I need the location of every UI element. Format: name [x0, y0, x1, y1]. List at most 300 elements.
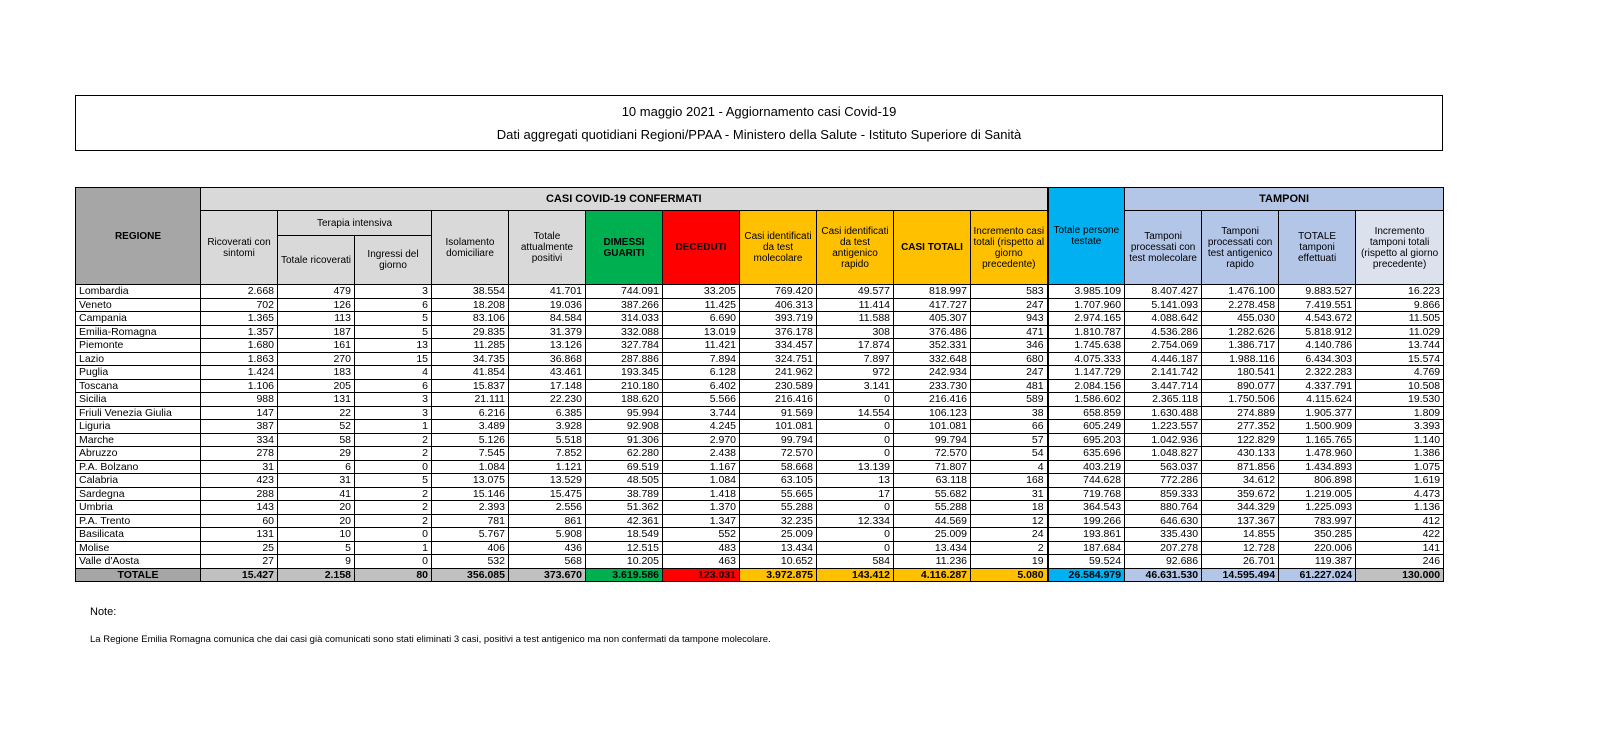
- table-row: [76, 339, 1444, 353]
- value-cell: 41.854: [432, 366, 509, 380]
- value-cell: 635.696: [1048, 447, 1125, 461]
- value-cell: 5.126: [432, 433, 509, 447]
- value-cell: 1.136: [1356, 501, 1444, 515]
- value-cell: 38.789: [586, 487, 663, 501]
- table-row: [76, 447, 1444, 461]
- value-cell: 818.997: [894, 285, 971, 299]
- value-cell: 1.418: [663, 487, 740, 501]
- table-row: [76, 352, 1444, 366]
- value-cell: 14.855: [1202, 528, 1279, 542]
- value-cell: 19.530: [1356, 393, 1444, 407]
- value-cell: 38.554: [432, 285, 509, 299]
- total-value-cell: 373.670: [509, 568, 586, 582]
- value-cell: 2.141.742: [1125, 366, 1202, 380]
- header-casi-totali: CASI TOTALI: [894, 211, 971, 285]
- table-row: [76, 312, 1444, 326]
- value-cell: 12.334: [817, 514, 894, 528]
- value-cell: 193.345: [586, 366, 663, 380]
- value-cell: 8.407.427: [1125, 285, 1202, 299]
- value-cell: 7.419.551: [1279, 298, 1356, 312]
- value-cell: 1.434.893: [1279, 460, 1356, 474]
- value-cell: 1.048.827: [1125, 447, 1202, 461]
- value-cell: 9: [278, 555, 355, 569]
- value-cell: 15.837: [432, 379, 509, 393]
- value-cell: 207.278: [1125, 541, 1202, 555]
- value-cell: 278: [201, 447, 278, 461]
- value-cell: 16.223: [1356, 285, 1444, 299]
- value-cell: 334.457: [740, 339, 817, 353]
- value-cell: 11.425: [663, 298, 740, 312]
- total-label-cell: TOTALE: [76, 568, 201, 582]
- value-cell: 6.434.303: [1279, 352, 1356, 366]
- value-cell: 455.030: [1202, 312, 1279, 326]
- value-cell: 2.322.283: [1279, 366, 1356, 380]
- value-cell: 22.230: [509, 393, 586, 407]
- value-cell: 4.543.672: [1279, 312, 1356, 326]
- value-cell: 423: [201, 474, 278, 488]
- region-cell: Liguria: [76, 420, 201, 434]
- value-cell: 1.750.506: [1202, 393, 1279, 407]
- value-cell: 350.285: [1279, 528, 1356, 542]
- value-cell: 247: [971, 298, 1048, 312]
- value-cell: 31: [971, 487, 1048, 501]
- value-cell: 0: [817, 541, 894, 555]
- value-cell: 430.133: [1202, 447, 1279, 461]
- region-cell: Emilia-Romagna: [76, 325, 201, 339]
- value-cell: 3.928: [509, 420, 586, 434]
- value-cell: 21.111: [432, 393, 509, 407]
- value-cell: 12.515: [586, 541, 663, 555]
- value-cell: 471: [971, 325, 1048, 339]
- value-cell: 63.105: [740, 474, 817, 488]
- value-cell: 2.084.156: [1048, 379, 1125, 393]
- value-cell: 4.115.624: [1279, 393, 1356, 407]
- value-cell: 483: [663, 541, 740, 555]
- header-casi-antigenico: Casi identificati da test antigenico rapido: [817, 211, 894, 285]
- region-cell: Molise: [76, 541, 201, 555]
- value-cell: 0: [355, 460, 432, 474]
- header-casi-molecolare: Casi identificati da test molecolare: [740, 211, 817, 285]
- value-cell: 719.768: [1048, 487, 1125, 501]
- value-cell: 14.554: [817, 406, 894, 420]
- value-cell: 861: [509, 514, 586, 528]
- header-terapia-intensiva: Terapia intensiva: [278, 211, 432, 236]
- value-cell: 72.570: [740, 447, 817, 461]
- value-cell: 1.988.116: [1202, 352, 1279, 366]
- value-cell: 22: [278, 406, 355, 420]
- table-row: [76, 541, 1444, 555]
- value-cell: 324.751: [740, 352, 817, 366]
- value-cell: 0: [355, 528, 432, 542]
- notes-section: [90, 606, 771, 645]
- value-cell: 183: [278, 366, 355, 380]
- value-cell: 25.009: [894, 528, 971, 542]
- total-value-cell: 2.158: [278, 568, 355, 582]
- value-cell: 335.430: [1125, 528, 1202, 542]
- value-cell: 332.088: [586, 325, 663, 339]
- bulletin-title: 10 maggio 2021 - Aggiornamento casi Covid-19: [621, 104, 897, 119]
- value-cell: 417.727: [894, 298, 971, 312]
- total-value-cell: 3.619.586: [586, 568, 663, 582]
- value-cell: 1.140: [1356, 433, 1444, 447]
- region-cell: Puglia: [76, 366, 201, 380]
- value-cell: 60: [201, 514, 278, 528]
- value-cell: 403.219: [1048, 460, 1125, 474]
- value-cell: 2.974.165: [1048, 312, 1125, 326]
- region-cell: Basilicata: [76, 528, 201, 542]
- value-cell: 11.588: [817, 312, 894, 326]
- value-cell: 859.333: [1125, 487, 1202, 501]
- value-cell: 241.962: [740, 366, 817, 380]
- value-cell: 463: [663, 555, 740, 569]
- value-cell: 2.438: [663, 447, 740, 461]
- value-cell: 783.997: [1279, 514, 1356, 528]
- value-cell: 270: [278, 352, 355, 366]
- value-cell: 25.009: [740, 528, 817, 542]
- value-cell: 0: [817, 433, 894, 447]
- table-row: [76, 393, 1444, 407]
- region-cell: Valle d'Aosta: [76, 555, 201, 569]
- total-value-cell: 14.595.494: [1202, 568, 1279, 582]
- value-cell: 1.707.960: [1048, 298, 1125, 312]
- value-cell: 1.084: [663, 474, 740, 488]
- value-cell: 242.934: [894, 366, 971, 380]
- value-cell: 563.037: [1125, 460, 1202, 474]
- value-cell: 2: [355, 447, 432, 461]
- value-cell: 233.730: [894, 379, 971, 393]
- value-cell: 188.620: [586, 393, 663, 407]
- value-cell: 552: [663, 528, 740, 542]
- value-cell: 33.205: [663, 285, 740, 299]
- value-cell: 1.863: [201, 352, 278, 366]
- header-attualmente-positivi: Totale attualmente positivi: [509, 211, 586, 285]
- value-cell: 1.905.377: [1279, 406, 1356, 420]
- value-cell: 658.859: [1048, 406, 1125, 420]
- value-cell: 972: [817, 366, 894, 380]
- value-cell: 422: [1356, 528, 1444, 542]
- value-cell: 6.690: [663, 312, 740, 326]
- value-cell: 95.994: [586, 406, 663, 420]
- value-cell: 568: [509, 555, 586, 569]
- value-cell: 1.282.626: [1202, 325, 1279, 339]
- value-cell: 0: [817, 420, 894, 434]
- bulletin-subtitle: Dati aggregati quotidiani Regioni/PPAA - Ministero della Salute - Istituto Superiore di Sanità: [496, 127, 1022, 142]
- value-cell: 2: [971, 541, 1048, 555]
- value-cell: 5: [355, 474, 432, 488]
- value-cell: 205: [278, 379, 355, 393]
- value-cell: 2.365.118: [1125, 393, 1202, 407]
- value-cell: 0: [817, 528, 894, 542]
- region-cell: P.A. Bolzano: [76, 460, 201, 474]
- value-cell: 17.148: [509, 379, 586, 393]
- value-cell: 19: [971, 555, 1048, 569]
- region-cell: Piemonte: [76, 339, 201, 353]
- value-cell: 1.165.765: [1279, 433, 1356, 447]
- value-cell: 6.216: [432, 406, 509, 420]
- value-cell: 1.121: [509, 460, 586, 474]
- value-cell: 314.033: [586, 312, 663, 326]
- total-value-cell: 130.000: [1356, 568, 1444, 582]
- value-cell: 5: [355, 312, 432, 326]
- value-cell: 18.208: [432, 298, 509, 312]
- value-cell: 54: [971, 447, 1048, 461]
- value-cell: 216.416: [894, 393, 971, 407]
- value-cell: 1.809: [1356, 406, 1444, 420]
- value-cell: 3: [355, 285, 432, 299]
- value-cell: 4.536.286: [1125, 325, 1202, 339]
- value-cell: 4.088.642: [1125, 312, 1202, 326]
- value-cell: 583: [971, 285, 1048, 299]
- value-cell: 376.178: [740, 325, 817, 339]
- value-cell: 376.486: [894, 325, 971, 339]
- value-cell: 3.393: [1356, 420, 1444, 434]
- value-cell: 695.203: [1048, 433, 1125, 447]
- value-cell: 772.286: [1125, 474, 1202, 488]
- value-cell: 781: [432, 514, 509, 528]
- value-cell: 406.313: [740, 298, 817, 312]
- value-cell: 346: [971, 339, 1048, 353]
- value-cell: 1.167: [663, 460, 740, 474]
- value-cell: 131: [201, 528, 278, 542]
- value-cell: 0: [355, 555, 432, 569]
- total-value-cell: 61.227.024: [1279, 568, 1356, 582]
- region-cell: Sicilia: [76, 393, 201, 407]
- value-cell: 1.386.717: [1202, 339, 1279, 353]
- total-row: [76, 568, 1444, 582]
- value-cell: 5.767: [432, 528, 509, 542]
- table-row: [76, 285, 1444, 299]
- value-cell: 13.434: [740, 541, 817, 555]
- value-cell: 247: [971, 366, 1048, 380]
- header-band-tamponi: TAMPONI: [1125, 188, 1444, 211]
- value-cell: 55.665: [740, 487, 817, 501]
- value-cell: 15.574: [1356, 352, 1444, 366]
- region-cell: Lombardia: [76, 285, 201, 299]
- value-cell: 20: [278, 514, 355, 528]
- table-body: [76, 285, 1444, 582]
- value-cell: 29: [278, 447, 355, 461]
- value-cell: 6: [278, 460, 355, 474]
- value-cell: 880.764: [1125, 501, 1202, 515]
- covid-data-table: [75, 187, 1444, 582]
- value-cell: 4: [355, 366, 432, 380]
- header-totale-ricoverati: Totale ricoverati: [278, 236, 355, 285]
- value-cell: 4.075.333: [1048, 352, 1125, 366]
- value-cell: 19.036: [509, 298, 586, 312]
- value-cell: 4: [971, 460, 1048, 474]
- value-cell: 66: [971, 420, 1048, 434]
- value-cell: 277.352: [1202, 420, 1279, 434]
- value-cell: 99.794: [894, 433, 971, 447]
- value-cell: 406: [432, 541, 509, 555]
- value-cell: 6: [355, 379, 432, 393]
- value-cell: 1.476.100: [1202, 285, 1279, 299]
- value-cell: 344.329: [1202, 501, 1279, 515]
- value-cell: 5: [355, 325, 432, 339]
- value-cell: 62.280: [586, 447, 663, 461]
- value-cell: 12.728: [1202, 541, 1279, 555]
- value-cell: 17.874: [817, 339, 894, 353]
- value-cell: 4.446.187: [1125, 352, 1202, 366]
- value-cell: 943: [971, 312, 1048, 326]
- region-cell: Umbria: [76, 501, 201, 515]
- value-cell: 210.180: [586, 379, 663, 393]
- value-cell: 1.147.729: [1048, 366, 1125, 380]
- value-cell: 52: [278, 420, 355, 434]
- value-cell: 119.387: [1279, 555, 1356, 569]
- value-cell: 41.701: [509, 285, 586, 299]
- table-row: [76, 298, 1444, 312]
- header-persone-testate: Totale persone testate: [1048, 188, 1125, 285]
- header-incremento-casi: Incremento casi totali (rispetto al giorno precedente): [971, 211, 1048, 285]
- value-cell: 57: [971, 433, 1048, 447]
- region-cell: Veneto: [76, 298, 201, 312]
- value-cell: 220.006: [1279, 541, 1356, 555]
- value-cell: 387.266: [586, 298, 663, 312]
- value-cell: 412: [1356, 514, 1444, 528]
- value-cell: 141: [1356, 541, 1444, 555]
- value-cell: 246: [1356, 555, 1444, 569]
- value-cell: 71.807: [894, 460, 971, 474]
- value-cell: 4.140.786: [1279, 339, 1356, 353]
- value-cell: 13: [817, 474, 894, 488]
- value-cell: 55.288: [740, 501, 817, 515]
- value-cell: 1.500.909: [1279, 420, 1356, 434]
- total-value-cell: 15.427: [201, 568, 278, 582]
- value-cell: 6: [355, 298, 432, 312]
- value-cell: 1: [355, 420, 432, 434]
- value-cell: 7.852: [509, 447, 586, 461]
- value-cell: 72.570: [894, 447, 971, 461]
- value-cell: 122.829: [1202, 433, 1279, 447]
- value-cell: 10.508: [1356, 379, 1444, 393]
- value-cell: 1.347: [663, 514, 740, 528]
- value-cell: 131: [278, 393, 355, 407]
- value-cell: 15.146: [432, 487, 509, 501]
- table-row: [76, 366, 1444, 380]
- value-cell: 11.236: [894, 555, 971, 569]
- value-cell: 55.682: [894, 487, 971, 501]
- value-cell: 31: [201, 460, 278, 474]
- value-cell: 2.754.069: [1125, 339, 1202, 353]
- value-cell: 646.630: [1125, 514, 1202, 528]
- value-cell: 744.628: [1048, 474, 1125, 488]
- value-cell: 230.589: [740, 379, 817, 393]
- value-cell: 17: [817, 487, 894, 501]
- title-box: [75, 95, 1443, 151]
- value-cell: 1.223.557: [1125, 420, 1202, 434]
- region-cell: P.A. Trento: [76, 514, 201, 528]
- table-row: [76, 460, 1444, 474]
- value-cell: 1.478.960: [1279, 447, 1356, 461]
- value-cell: 48.505: [586, 474, 663, 488]
- value-cell: 605.249: [1048, 420, 1125, 434]
- value-cell: 101.081: [740, 420, 817, 434]
- value-cell: 31: [278, 474, 355, 488]
- region-cell: Lazio: [76, 352, 201, 366]
- header-ingressi-giorno: Ingressi del giorno: [355, 236, 432, 285]
- value-cell: 702: [201, 298, 278, 312]
- value-cell: 744.091: [586, 285, 663, 299]
- region-cell: Marche: [76, 433, 201, 447]
- value-cell: 4.769: [1356, 366, 1444, 380]
- value-cell: 7.894: [663, 352, 740, 366]
- total-value-cell: 80: [355, 568, 432, 582]
- value-cell: 3.141: [817, 379, 894, 393]
- value-cell: 1.042.936: [1125, 433, 1202, 447]
- value-cell: 84.584: [509, 312, 586, 326]
- value-cell: 193.861: [1048, 528, 1125, 542]
- total-value-cell: 26.584.979: [1048, 568, 1125, 582]
- value-cell: 3: [355, 406, 432, 420]
- region-cell: Abruzzo: [76, 447, 201, 461]
- value-cell: 4.245: [663, 420, 740, 434]
- header-ricoverati-sintomi: Ricoverati con sintomi: [201, 211, 278, 285]
- value-cell: 7.897: [817, 352, 894, 366]
- value-cell: 5.141.093: [1125, 298, 1202, 312]
- value-cell: 589: [971, 393, 1048, 407]
- value-cell: 364.543: [1048, 501, 1125, 515]
- table-row: [76, 433, 1444, 447]
- value-cell: 27: [201, 555, 278, 569]
- value-cell: 13: [355, 339, 432, 353]
- value-cell: 216.416: [740, 393, 817, 407]
- value-cell: 769.420: [740, 285, 817, 299]
- value-cell: 1.424: [201, 366, 278, 380]
- region-cell: Calabria: [76, 474, 201, 488]
- value-cell: 680: [971, 352, 1048, 366]
- value-cell: 1.619: [1356, 474, 1444, 488]
- table-row: [76, 379, 1444, 393]
- value-cell: 11.285: [432, 339, 509, 353]
- total-value-cell: 4.116.287: [894, 568, 971, 582]
- value-cell: 2: [355, 487, 432, 501]
- value-cell: 13.126: [509, 339, 586, 353]
- value-cell: 5.818.912: [1279, 325, 1356, 339]
- value-cell: 3.985.109: [1048, 285, 1125, 299]
- value-cell: 10.652: [740, 555, 817, 569]
- total-value-cell: 143.412: [817, 568, 894, 582]
- value-cell: 11.421: [663, 339, 740, 353]
- value-cell: 13.434: [894, 541, 971, 555]
- value-cell: 161: [278, 339, 355, 353]
- value-cell: 143: [201, 501, 278, 515]
- value-cell: 15.475: [509, 487, 586, 501]
- total-value-cell: 5.080: [971, 568, 1048, 582]
- value-cell: 1.219.005: [1279, 487, 1356, 501]
- value-cell: 479: [278, 285, 355, 299]
- value-cell: 25: [201, 541, 278, 555]
- value-cell: 359.672: [1202, 487, 1279, 501]
- value-cell: 24: [971, 528, 1048, 542]
- value-cell: 10: [278, 528, 355, 542]
- value-cell: 6.385: [509, 406, 586, 420]
- value-cell: 26.701: [1202, 555, 1279, 569]
- value-cell: 1.084: [432, 460, 509, 474]
- value-cell: 42.361: [586, 514, 663, 528]
- value-cell: 1.586.602: [1048, 393, 1125, 407]
- value-cell: 393.719: [740, 312, 817, 326]
- total-value-cell: 46.631.530: [1125, 568, 1202, 582]
- value-cell: 113: [278, 312, 355, 326]
- header-regione: REGIONE: [76, 188, 201, 285]
- value-cell: 1.680: [201, 339, 278, 353]
- value-cell: 13.019: [663, 325, 740, 339]
- value-cell: 69.519: [586, 460, 663, 474]
- value-cell: 4.337.791: [1279, 379, 1356, 393]
- value-cell: 9.866: [1356, 298, 1444, 312]
- value-cell: 6.128: [663, 366, 740, 380]
